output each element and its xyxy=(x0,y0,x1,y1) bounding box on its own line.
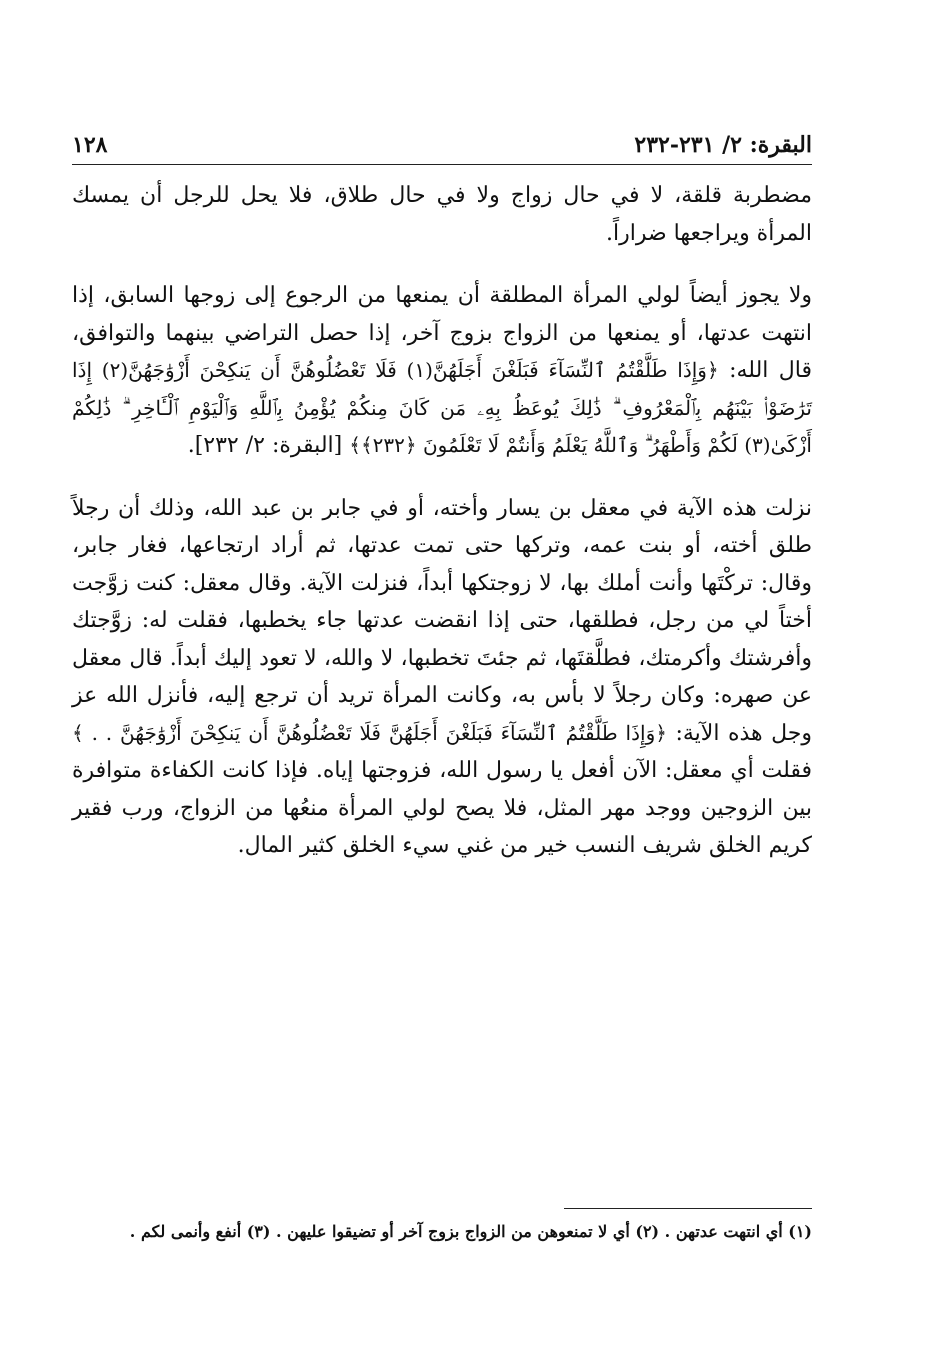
running-title: البقرة: ٢/ ٢٣١-٢٣٢ xyxy=(634,132,812,158)
quran-verse: ﴿وَإِذَا طَلَّقْتُمُ ٱلنِّسَآءَ فَبَلَغْنَ أَجَلَهُنَّ(١) فَلَا تَعْضُلُوهُنَّ أَن يَنكِحْنَ أَزْوَٰجَهُنَّ(٢) إِذَا تَرَٰضَوْا۟ بَيْنَهُم بِٱلْمَعْرُوفِ ۗ ذَٰلِكَ يُوعَظُ بِهِۦ مَن كَانَ مِنكُمْ يُؤْمِنُ بِٱللَّهِ وَٱلْيَوْمِ ٱلْـَٔاخِرِ ۗ ذَٰلِكُمْ أَزْكَىٰ(٣) لَكُمْ وَأَطْهَرُ ۗ وَٱللَّهُ يَعْلَمُ وَأَنتُمْ لَا تَعْلَمُونَ ﴿٢٣٢﴾﴾ xyxy=(72,358,812,457)
paragraph xyxy=(72,490,812,865)
body-text xyxy=(72,177,812,865)
footnotes: (١) أي انتهت عدتهن . (٢) أي لا تمنعوهن من الزواج بزوج آخر أو تضيقوا عليهن . (٣) أنفع وأنمى لكم . xyxy=(129,1222,812,1241)
paragraph-text: فقلت أي معقل: الآن أفعل يا رسول الله، فزوجتها إياه. فإذا كانت الكفاءة متوافرة بين الزوجين ووجد مهر المثل، فلا يصح لولي المرأة منعُها من الزواج، ورب فقير كريم الخلق شريف النسب خير من غني سيء الخلق كثير المال. xyxy=(72,758,812,858)
paragraph-text: مضطربة قلقة، لا في حال زواج ولا في حال طلاق، فلا يحل للرجل أن يمسك المرأة ويراجعها ضراراً. xyxy=(72,183,812,246)
header-rule xyxy=(72,164,812,165)
paragraph xyxy=(72,177,812,252)
footnote-rule xyxy=(564,1208,812,1209)
paragraph-text: نزلت هذه الآية في معقل بن يسار وأخته، أو في جابر بن عبد الله، وذلك أن رجلاً طلق أخته، أو بنت عمه، وتركها حتى تمت عدتها، ثم أراد ارتجاعها، فغار جابر، وقال: تركْتَها وأنت أملك بها، لا زوجتكها أبداً، فنزلت الآية. وقال معقل: كنت زوَّجت أختاً لي من رجل، فطلقها، حتى إذا انقضت عدتها جاء يخطبها، فقلت له: زوَّجتك وأفرشتك وأكرمتك، فطلَّقتَها، ثم جئتَ تخطبها، لا والله، لا تعود إليك أبداً. قال معقل عن صهره: وكان رجلاً لا بأس به، وكانت المرأة تريد أن ترجع إليه، فأنزل الله عز وجل هذه الآية: xyxy=(72,495,813,746)
paragraph xyxy=(72,277,812,465)
running-header xyxy=(72,118,812,158)
page-number: ١٢٨ xyxy=(72,132,108,158)
verse-reference: [البقرة: ٢/ ٢٣٢]. xyxy=(187,433,350,458)
paragraph-text: ولا يجوز أيضاً لولي المرأة المطلقة أن يمنعها من الرجوع إلى زوجها السابق، إذا انتهت عدتها، أو يمنعها من الزواج بزوج آخر، إذا حصل التراضي بينهما والتوافق، قال الله: xyxy=(72,283,813,383)
quran-verse: ﴿وَإِذَا طَلَّقْتُمُ ٱلنِّسَآءَ فَبَلَغْنَ أَجَلَهُنَّ فَلَا تَعْضُلُوهُنَّ أَن يَنكِحْنَ أَزْوَٰجَهُنَّ . . ﴾ xyxy=(72,720,667,745)
page xyxy=(72,118,813,1241)
